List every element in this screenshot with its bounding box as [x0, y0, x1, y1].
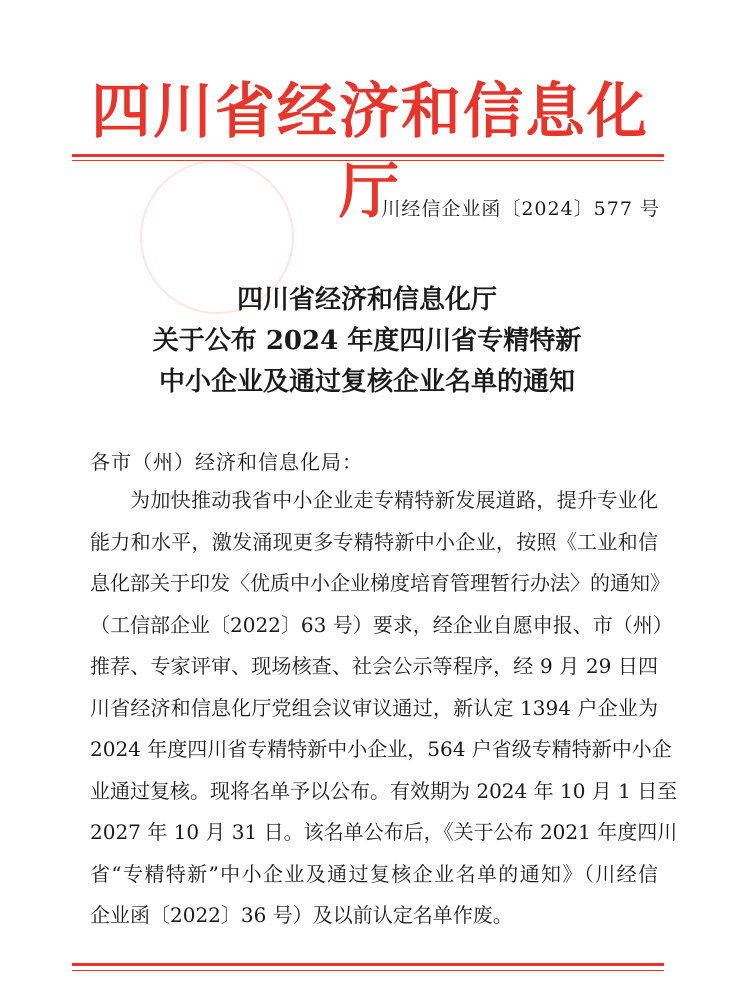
body-line: 企业函〔2022〕36 号）及以前认定名单作废。: [90, 903, 513, 927]
body-line: 推荐、专家评审、现场核查、社会公示等程序，经 9 月 29 日四: [90, 654, 658, 678]
body-line: 川省经济和信息化厅党组会议审议通过，新认定 1394 户企业为: [90, 695, 658, 720]
footer-red-rule: [72, 963, 664, 966]
title-line: 中小企业及通过复核企业名单的通知: [158, 367, 575, 397]
title-line: 关于公布 2024 年度四川省专精特新: [152, 326, 582, 356]
issuing-organization-header: 四川省经济和信息化厅: [91, 77, 649, 227]
body-line: 省“专精特新”中小企业及通过复核企业名单的通知》（川经信: [90, 861, 658, 886]
document-number: 川经信企业函〔2024〕577 号: [381, 198, 660, 220]
salutation: 各市（州）经济和信息化局：: [90, 450, 363, 474]
body-paragraph: [90, 480, 678, 937]
footer-red-rule-thin: [72, 970, 664, 971]
body-line: 2024 年度四川省专精特新中小企业，564 户省级专精特新中小企: [90, 737, 672, 761]
header-red-rule: [72, 154, 664, 157]
body-line: 2027 年 10 月 31 日。该名单公布后，《关于公布 2021 年度四川: [90, 820, 678, 844]
body-line: 业通过复核。现将名单予以公布。有效期为 2024 年 10 月 1 日至: [90, 778, 678, 803]
body-line: 为加快推动我省中小企业走专精特新发展道路，提升专业化: [130, 488, 658, 512]
header-red-rule-thin: [72, 160, 664, 161]
body-line: （工信部企业〔2022〕63 号）要求，经企业自愿申报、市（州）: [90, 612, 673, 637]
body-line: 息化部关于印发〈优质中小企业梯度培育管理暂行办法〉的通知》: [90, 571, 670, 595]
title-line: 四川省经济和信息化厅: [236, 285, 497, 315]
document-title: [0, 280, 734, 403]
body-line: 能力和水平，激发涌现更多专精特新中小企业，按照《工业和信: [90, 529, 658, 554]
